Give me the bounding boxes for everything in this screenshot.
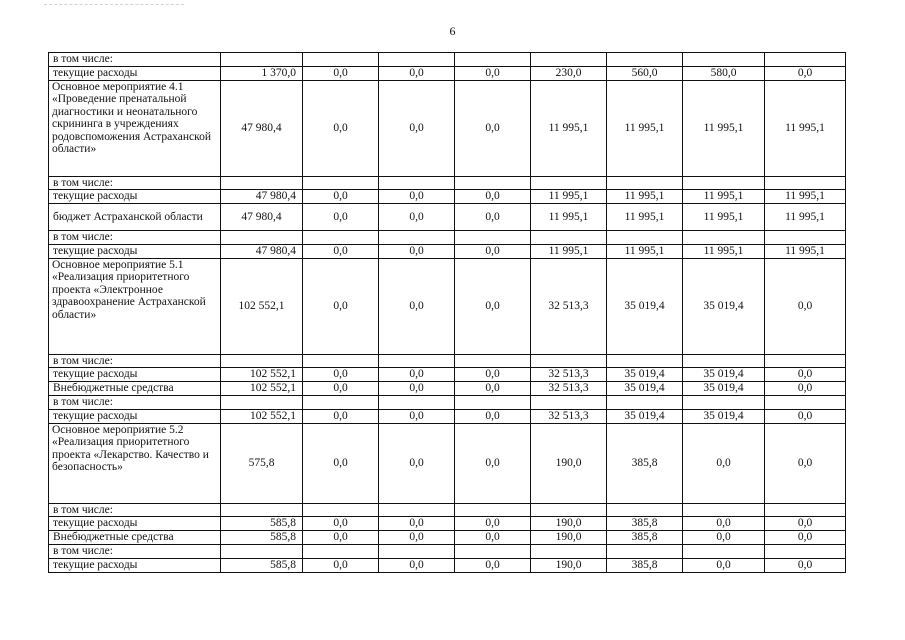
- row-name-cell: текущие расходы: [49, 517, 221, 531]
- row-name-cell: в том числе:: [49, 53, 221, 67]
- year-value-cell: [455, 396, 531, 410]
- year-value-cell: 385,8: [607, 517, 683, 531]
- row-name-cell: в том числе:: [49, 396, 221, 410]
- row-name-cell: Внебюджетные средства: [49, 382, 221, 396]
- row-name-cell: текущие расходы: [49, 66, 221, 80]
- total-cell: 585,8: [221, 531, 303, 545]
- subheading-row: [49, 396, 846, 410]
- year-value-cell: [455, 545, 531, 559]
- table-row: [49, 531, 846, 545]
- year-value-cell: [303, 53, 379, 67]
- year-value-cell: 190,0: [531, 558, 607, 572]
- year-value-cell: 11 995,1: [607, 190, 683, 204]
- year-value-cell: 230,0: [531, 66, 607, 80]
- year-value-cell: 0,0: [379, 517, 455, 531]
- row-name-cell: в том числе:: [49, 354, 221, 368]
- budget-table: [48, 52, 846, 573]
- year-value-cell: 0,0: [455, 423, 531, 503]
- year-value-cell: [765, 354, 846, 368]
- total-cell: 102 552,1: [221, 409, 303, 423]
- year-value-cell: 0,0: [455, 531, 531, 545]
- year-value-cell: [607, 53, 683, 67]
- page-number: 6: [449, 24, 456, 38]
- year-value-cell: 385,8: [607, 423, 683, 503]
- year-value-cell: 0,0: [379, 409, 455, 423]
- total-cell: [221, 503, 303, 517]
- year-value-cell: [531, 231, 607, 245]
- year-value-cell: 0,0: [455, 190, 531, 204]
- year-value-cell: 32 513,3: [531, 409, 607, 423]
- year-value-cell: 35 019,4: [607, 382, 683, 396]
- year-value-cell: [455, 231, 531, 245]
- budget-table-body: [49, 53, 846, 573]
- total-cell: 47 980,4: [221, 204, 303, 231]
- year-value-cell: 0,0: [379, 244, 455, 258]
- year-value-cell: 385,8: [607, 558, 683, 572]
- year-value-cell: [455, 53, 531, 67]
- year-value-cell: 0,0: [303, 517, 379, 531]
- subheading-row: [49, 53, 846, 67]
- year-value-cell: 0,0: [303, 66, 379, 80]
- year-value-cell: 35 019,4: [607, 409, 683, 423]
- year-value-cell: 11 995,1: [683, 80, 765, 176]
- year-value-cell: 11 995,1: [531, 244, 607, 258]
- year-value-cell: [683, 545, 765, 559]
- year-value-cell: 0,0: [303, 244, 379, 258]
- total-cell: 585,8: [221, 558, 303, 572]
- table-row: [49, 368, 846, 382]
- year-value-cell: [303, 176, 379, 190]
- total-cell: 102 552,1: [221, 382, 303, 396]
- year-value-cell: 0,0: [303, 368, 379, 382]
- total-cell: [221, 354, 303, 368]
- year-value-cell: 0,0: [379, 66, 455, 80]
- year-value-cell: [455, 503, 531, 517]
- year-value-cell: 0,0: [765, 368, 846, 382]
- year-value-cell: 0,0: [379, 382, 455, 396]
- year-value-cell: [531, 53, 607, 67]
- row-name-cell: текущие расходы: [49, 244, 221, 258]
- year-value-cell: 0,0: [765, 517, 846, 531]
- row-name-cell: текущие расходы: [49, 190, 221, 204]
- measure-row: [49, 258, 846, 354]
- year-value-cell: 0,0: [455, 80, 531, 176]
- year-value-cell: [765, 503, 846, 517]
- year-value-cell: [303, 231, 379, 245]
- year-value-cell: 0,0: [765, 531, 846, 545]
- total-cell: [221, 545, 303, 559]
- total-cell: 102 552,1: [221, 258, 303, 354]
- total-cell: 575,8: [221, 423, 303, 503]
- year-value-cell: [531, 545, 607, 559]
- year-value-cell: 0,0: [303, 80, 379, 176]
- year-value-cell: 0,0: [455, 517, 531, 531]
- year-value-cell: 580,0: [683, 66, 765, 80]
- year-value-cell: [379, 545, 455, 559]
- year-value-cell: 0,0: [765, 258, 846, 354]
- year-value-cell: 0,0: [379, 531, 455, 545]
- year-value-cell: [607, 176, 683, 190]
- year-value-cell: [607, 231, 683, 245]
- year-value-cell: 0,0: [303, 382, 379, 396]
- total-cell: [221, 53, 303, 67]
- year-value-cell: [765, 396, 846, 410]
- year-value-cell: [683, 176, 765, 190]
- year-value-cell: [379, 396, 455, 410]
- year-value-cell: 11 995,1: [607, 204, 683, 231]
- year-value-cell: 0,0: [379, 204, 455, 231]
- year-value-cell: 0,0: [765, 558, 846, 572]
- total-cell: [221, 176, 303, 190]
- year-value-cell: 0,0: [379, 558, 455, 572]
- year-value-cell: 11 995,1: [683, 204, 765, 231]
- year-value-cell: [379, 503, 455, 517]
- year-value-cell: 385,8: [607, 531, 683, 545]
- year-value-cell: 0,0: [379, 423, 455, 503]
- row-name-cell: бюджет Астраханской области: [49, 204, 221, 231]
- year-value-cell: 0,0: [455, 368, 531, 382]
- year-value-cell: 11 995,1: [531, 204, 607, 231]
- year-value-cell: 190,0: [531, 531, 607, 545]
- year-value-cell: [303, 503, 379, 517]
- year-value-cell: [607, 354, 683, 368]
- subheading-row: [49, 176, 846, 190]
- year-value-cell: [379, 354, 455, 368]
- year-value-cell: 0,0: [379, 190, 455, 204]
- year-value-cell: 190,0: [531, 517, 607, 531]
- measure-row: [49, 423, 846, 503]
- year-value-cell: [765, 231, 846, 245]
- year-value-cell: 35 019,4: [683, 382, 765, 396]
- total-cell: [221, 231, 303, 245]
- year-value-cell: [683, 53, 765, 67]
- year-value-cell: 0,0: [765, 382, 846, 396]
- row-name-cell: в том числе:: [49, 231, 221, 245]
- row-name-cell: Внебюджетные средства: [49, 531, 221, 545]
- year-value-cell: [683, 396, 765, 410]
- year-value-cell: [303, 396, 379, 410]
- year-value-cell: 11 995,1: [531, 190, 607, 204]
- table-row: [49, 517, 846, 531]
- total-cell: 47 980,4: [221, 80, 303, 176]
- year-value-cell: 0,0: [379, 368, 455, 382]
- subheading-row: [49, 503, 846, 517]
- year-value-cell: 560,0: [607, 66, 683, 80]
- year-value-cell: 11 995,1: [683, 244, 765, 258]
- year-value-cell: 0,0: [303, 409, 379, 423]
- total-cell: 102 552,1: [221, 368, 303, 382]
- year-value-cell: [531, 503, 607, 517]
- year-value-cell: 0,0: [765, 66, 846, 80]
- row-name-cell: текущие расходы: [49, 368, 221, 382]
- year-value-cell: 35 019,4: [683, 368, 765, 382]
- year-value-cell: 0,0: [303, 204, 379, 231]
- total-cell: 47 980,4: [221, 244, 303, 258]
- table-row: [49, 190, 846, 204]
- year-value-cell: 0,0: [303, 258, 379, 354]
- year-value-cell: [765, 545, 846, 559]
- year-value-cell: 11 995,1: [765, 80, 846, 176]
- year-value-cell: 32 513,3: [531, 258, 607, 354]
- row-name-cell: Основное мероприятие 5.2 «Реализация приоритетного проекта «Лекарство. Качество и безопасность»: [49, 423, 221, 503]
- year-value-cell: 11 995,1: [765, 244, 846, 258]
- total-cell: 47 980,4: [221, 190, 303, 204]
- year-value-cell: 0,0: [683, 517, 765, 531]
- row-name-cell: текущие расходы: [49, 558, 221, 572]
- year-value-cell: 0,0: [379, 80, 455, 176]
- row-name-cell: в том числе:: [49, 545, 221, 559]
- year-value-cell: 0,0: [303, 423, 379, 503]
- year-value-cell: [607, 396, 683, 410]
- year-value-cell: 35 019,4: [683, 258, 765, 354]
- year-value-cell: 32 513,3: [531, 368, 607, 382]
- year-value-cell: [379, 53, 455, 67]
- total-cell: [221, 396, 303, 410]
- subheading-row: [49, 231, 846, 245]
- year-value-cell: 0,0: [455, 382, 531, 396]
- year-value-cell: [765, 176, 846, 190]
- row-name-cell: в том числе:: [49, 503, 221, 517]
- year-value-cell: 0,0: [303, 531, 379, 545]
- year-value-cell: 0,0: [303, 190, 379, 204]
- year-value-cell: 35 019,4: [607, 368, 683, 382]
- year-value-cell: 0,0: [765, 409, 846, 423]
- table-row: [49, 204, 846, 231]
- subheading-row: [49, 545, 846, 559]
- row-name-cell: Основное мероприятие 5.1 «Реализация приоритетного проекта «Электронное здравоохранение Астраханской области»: [49, 258, 221, 354]
- year-value-cell: [531, 396, 607, 410]
- year-value-cell: 0,0: [455, 409, 531, 423]
- measure-row: [49, 80, 846, 176]
- year-value-cell: 35 019,4: [683, 409, 765, 423]
- year-value-cell: [607, 503, 683, 517]
- table-row: [49, 409, 846, 423]
- year-value-cell: [683, 503, 765, 517]
- year-value-cell: [683, 354, 765, 368]
- year-value-cell: 11 995,1: [765, 204, 846, 231]
- year-value-cell: [303, 354, 379, 368]
- total-cell: 1 370,0: [221, 66, 303, 80]
- table-row: [49, 244, 846, 258]
- year-value-cell: 11 995,1: [607, 80, 683, 176]
- year-value-cell: 0,0: [303, 558, 379, 572]
- year-value-cell: [303, 545, 379, 559]
- year-value-cell: [455, 176, 531, 190]
- year-value-cell: [531, 354, 607, 368]
- year-value-cell: 0,0: [455, 258, 531, 354]
- year-value-cell: 35 019,4: [607, 258, 683, 354]
- year-value-cell: 11 995,1: [531, 80, 607, 176]
- year-value-cell: 0,0: [455, 66, 531, 80]
- row-name-cell: текущие расходы: [49, 409, 221, 423]
- year-value-cell: 0,0: [379, 258, 455, 354]
- year-value-cell: 0,0: [455, 204, 531, 231]
- subheading-row: [49, 354, 846, 368]
- year-value-cell: [765, 53, 846, 67]
- year-value-cell: [607, 545, 683, 559]
- year-value-cell: 11 995,1: [607, 244, 683, 258]
- year-value-cell: [379, 176, 455, 190]
- table-row: [49, 382, 846, 396]
- row-name-cell: в том числе:: [49, 176, 221, 190]
- year-value-cell: 0,0: [765, 423, 846, 503]
- year-value-cell: [683, 231, 765, 245]
- year-value-cell: 190,0: [531, 423, 607, 503]
- year-value-cell: 11 995,1: [683, 190, 765, 204]
- year-value-cell: [379, 231, 455, 245]
- row-name-cell: Основное мероприятие 4.1 «Проведение пренатальной диагностики и неонатального скрининга в учреждениях родовспоможения Астраханской области»: [49, 80, 221, 176]
- table-row: [49, 66, 846, 80]
- year-value-cell: 0,0: [455, 244, 531, 258]
- scan-artifact: [44, 4, 184, 9]
- year-value-cell: 0,0: [683, 423, 765, 503]
- year-value-cell: 0,0: [683, 531, 765, 545]
- year-value-cell: [531, 176, 607, 190]
- total-cell: 585,8: [221, 517, 303, 531]
- year-value-cell: 0,0: [455, 558, 531, 572]
- year-value-cell: 0,0: [683, 558, 765, 572]
- year-value-cell: 32 513,3: [531, 382, 607, 396]
- year-value-cell: [455, 354, 531, 368]
- year-value-cell: 11 995,1: [765, 190, 846, 204]
- table-row: [49, 558, 846, 572]
